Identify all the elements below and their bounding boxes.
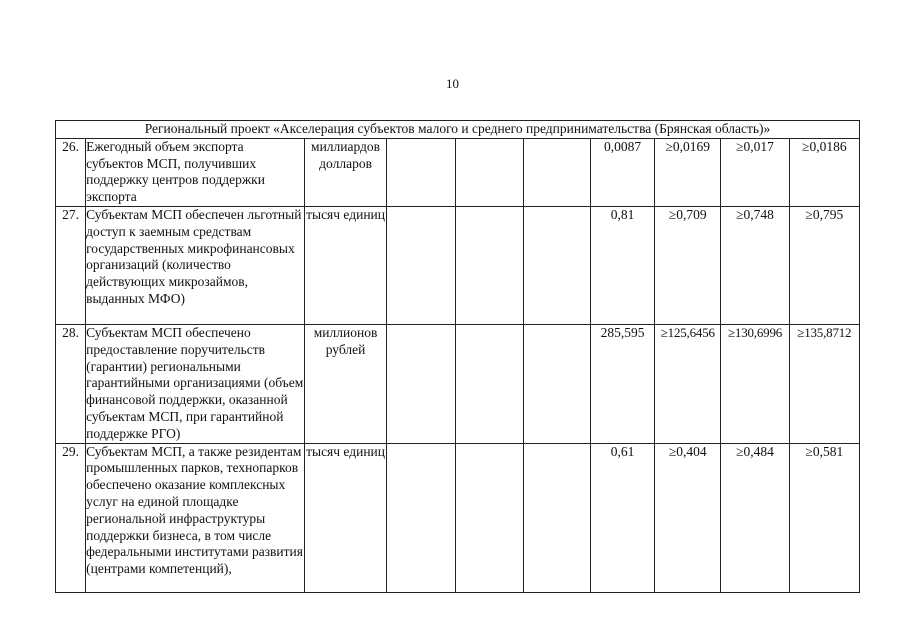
- indicators-table: [55, 120, 860, 593]
- empty-cell: [456, 138, 523, 206]
- page-number: 10: [446, 76, 459, 91]
- target-value-1: ≥125,6456: [655, 324, 721, 443]
- empty-cell: [456, 324, 523, 443]
- target-value-3: ≥135,8712: [789, 324, 859, 443]
- target-value-2: ≥0,748: [721, 206, 789, 324]
- empty-cell: [456, 206, 523, 324]
- base-value: 0,61: [590, 443, 654, 592]
- indicator-name: Ежегодный объем экспорта субъектов МСП, получивших поддержку центров поддержки экспорта: [86, 138, 305, 206]
- target-value-1: ≥0,0169: [655, 138, 721, 206]
- empty-cell: [387, 206, 456, 324]
- indicator-name: Субъектам МСП обеспечен льготный доступ к заемным средствам государственных микрофинансовых организаций (количество действующих микрозаймов, выданных МФО): [86, 206, 305, 324]
- target-value-3: ≥0,581: [789, 443, 859, 592]
- row-number: 26.: [56, 138, 86, 206]
- unit-of-measure: миллиардов долларов: [304, 138, 386, 206]
- table-row: [56, 206, 860, 324]
- base-value: 285,595: [590, 324, 654, 443]
- table-row: [56, 324, 860, 443]
- empty-cell: [523, 138, 590, 206]
- empty-cell: [387, 138, 456, 206]
- base-value: 0,0087: [590, 138, 654, 206]
- empty-cell: [387, 443, 456, 592]
- row-number: 27.: [56, 206, 86, 324]
- target-value-1: ≥0,709: [655, 206, 721, 324]
- empty-cell: [523, 324, 590, 443]
- empty-cell: [523, 443, 590, 592]
- row-number: 28.: [56, 324, 86, 443]
- target-value-2: ≥0,017: [721, 138, 789, 206]
- target-value-3: ≥0,0186: [789, 138, 859, 206]
- project-title: Региональный проект «Акселерация субъектов малого и среднего предпринимательства (Брянская область)»: [56, 121, 860, 139]
- row-number: 29.: [56, 443, 86, 592]
- table-title-row: [56, 121, 860, 139]
- target-value-2: ≥130,6996: [721, 324, 789, 443]
- target-value-2: ≥0,484: [721, 443, 789, 592]
- target-value-1: ≥0,404: [655, 443, 721, 592]
- table-row: [56, 443, 860, 592]
- unit-of-measure: тысяч единиц: [304, 206, 386, 324]
- base-value: 0,81: [590, 206, 654, 324]
- unit-of-measure: миллионов рублей: [304, 324, 386, 443]
- target-value-3: ≥0,795: [789, 206, 859, 324]
- table-row: [56, 138, 860, 206]
- empty-cell: [456, 443, 523, 592]
- indicator-name: Субъектам МСП, а также резидентам промышленных парков, технопарков обеспечено оказание комплексных услуг на единой площадке региональной инфраструктуры поддержки бизнеса, в том числе федеральными институтами развития (центрами компетенций),: [86, 443, 305, 592]
- unit-of-measure: тысяч единиц: [304, 443, 386, 592]
- empty-cell: [387, 324, 456, 443]
- indicator-name: Субъектам МСП обеспечено предоставление поручительств (гарантии) региональными гарантийными организациями (объем финансовой поддержки, оказанной субъектам МСП, при гарантийной поддержке РГО): [86, 324, 305, 443]
- empty-cell: [523, 206, 590, 324]
